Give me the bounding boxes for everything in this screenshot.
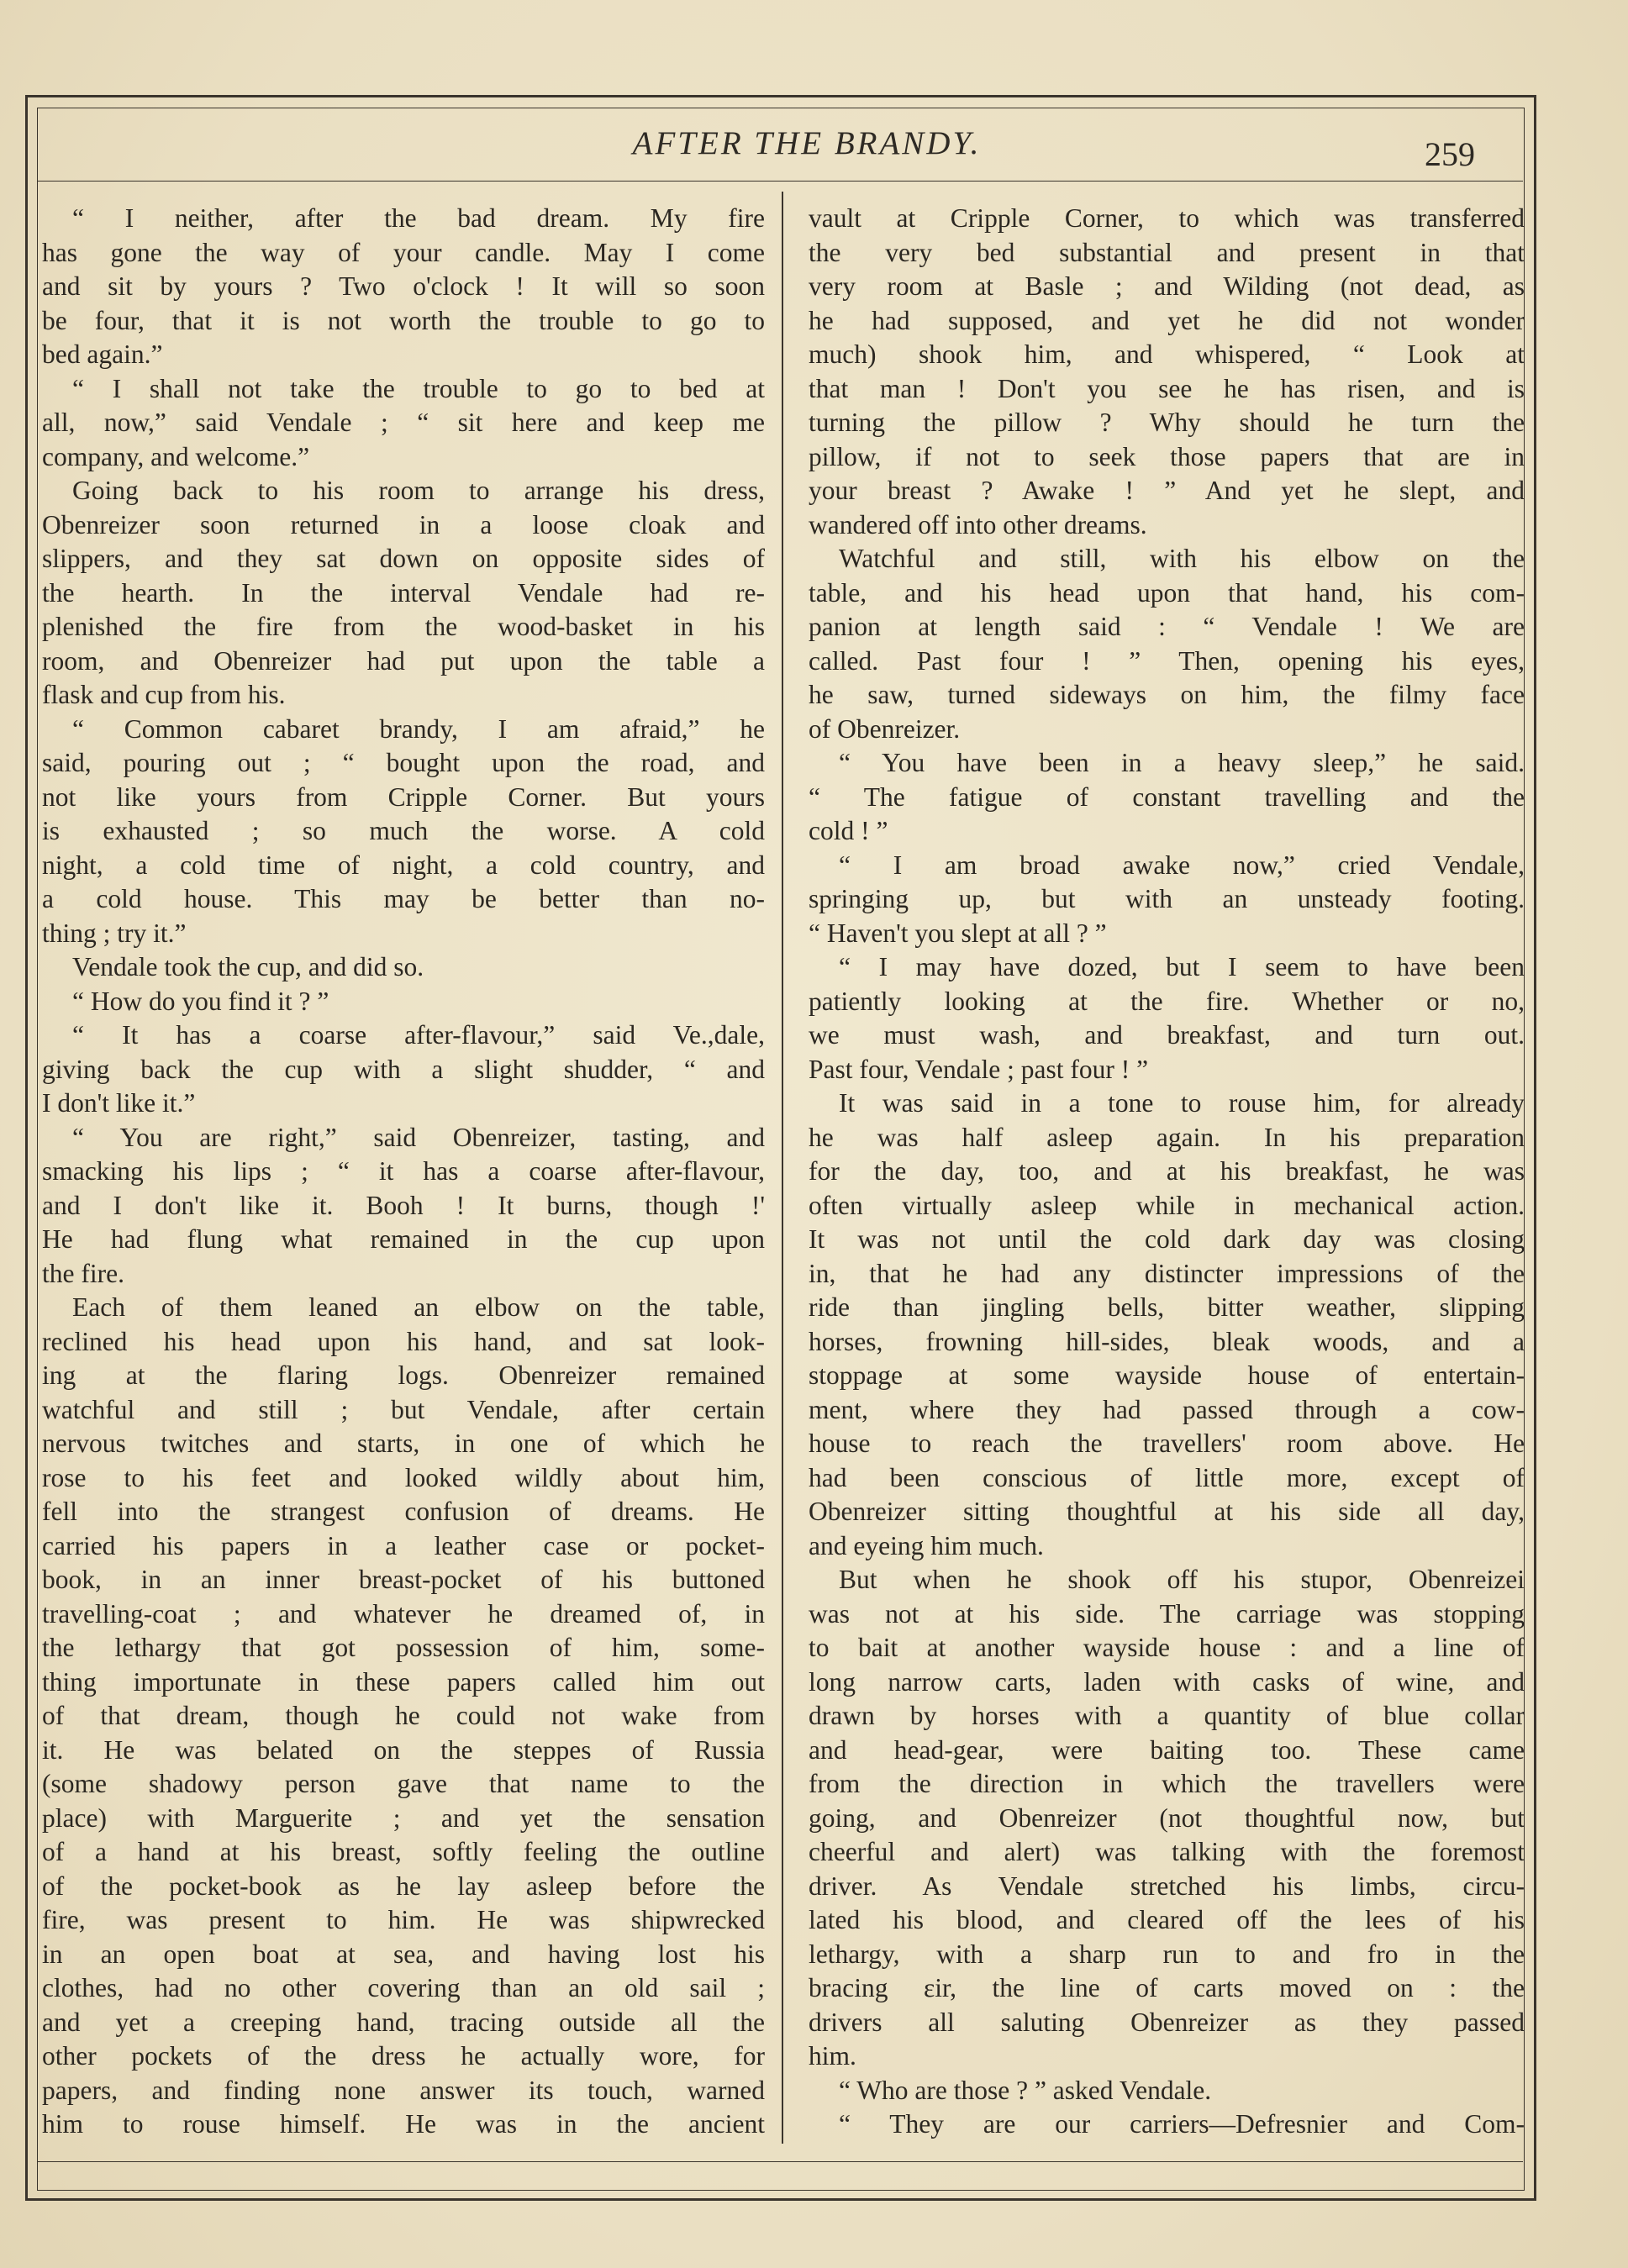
text-line: fell into the strangest confusion of dreams. He <box>42 1497 765 1526</box>
text-line: and sit by yours ? Two o'clock ! It will so soon <box>42 271 765 301</box>
text-line: patiently looking at the fire. Whether or no, <box>809 986 1525 1016</box>
text-line: Going back to his room to arrange his dress, <box>72 476 765 505</box>
text-line: that man ! Don't you see he has risen, and is <box>809 373 1525 403</box>
text-line: slippers, and they sat down on opposite sides of <box>42 544 765 573</box>
text-line: rose to his feet and looked wildly about him, <box>42 1462 765 1492</box>
text-line: for the day, too, and at his breakfast, he was <box>809 1156 1525 1186</box>
text-line: fire, was present to him. He was shipwrecked <box>42 1905 765 1934</box>
text-line: It was not until the cold dark day was closing <box>809 1224 1525 1254</box>
text-line: “ Common cabaret brandy, I am afraid,” he <box>72 713 765 744</box>
text-line: papers, and finding none answer its touch, warned <box>42 2075 765 2105</box>
text-line: “ You are right,” said Obenreizer, tasting, and <box>72 1122 765 1152</box>
text-line: “ It has a coarse after-flavour,” said Ve.,dale, <box>72 1020 765 1050</box>
header-rule <box>37 181 1523 182</box>
text-line: be four, that it is not worth the trouble to go to <box>42 305 765 335</box>
text-line: ment, where they had passed through a cow- <box>809 1394 1525 1424</box>
text-line: lethargy, with a sharp run to and fro in the <box>809 1939 1525 1969</box>
running-head: AFTER THE BRANDY. <box>632 125 982 161</box>
text-line: nervous twitches and starts, in one of which he <box>42 1429 765 1458</box>
text-line: flask and cup from his. <box>42 680 286 709</box>
text-line: panion at length said : “ Vendale ! We are <box>809 612 1525 641</box>
text-line: place) with Marguerite ; and yet the sensation <box>42 1802 765 1833</box>
text-line: ing at the flaring logs. Obenreizer remained <box>42 1360 765 1390</box>
text-line: company, and welcome.” <box>42 441 310 471</box>
text-line: giving back the cup with a slight shudder, “ and <box>42 1054 765 1084</box>
text-line: him to rouse himself. He was in the ancient <box>42 2109 765 2139</box>
text-line: the lethargy that got possession of him, some- <box>42 1633 765 1662</box>
text-line: driver. As Vendale stretched his limbs, circu- <box>809 1871 1525 1901</box>
text-line: the fire. <box>42 1258 124 1288</box>
text-line: all, now,” said Vendale ; “ sit here and keep me <box>42 408 765 437</box>
text-line: He had flung what remained in the cup upon <box>42 1224 765 1254</box>
text-line: house to reach the travellers' room above. He <box>809 1429 1525 1458</box>
text-line: horses, frowning hill-sides, bleak woods, and a <box>809 1326 1525 1356</box>
text-line: “ I may have dozed, but I seem to have been <box>839 952 1525 981</box>
text-line: springing up, but with an unsteady footing. <box>809 884 1525 913</box>
text-line: I don't like it.” <box>42 1088 196 1118</box>
text-line: reclined his head upon his hand, and sat look- <box>42 1326 765 1356</box>
text-line: But when he shook off his stupor, Obenreizei <box>839 1565 1525 1594</box>
text-line: bed again.” <box>42 339 163 369</box>
text-line: in, that he had any distincter impressions of the <box>809 1258 1525 1288</box>
text-line: cheerful and alert) was talking with the foremost <box>809 1837 1525 1866</box>
page-number: 259 <box>1425 135 1475 173</box>
text-line: it. He was belated on the steppes of Russia <box>42 1734 765 1765</box>
text-line: Vendale took the cup, and did so. <box>72 952 424 981</box>
text-line: and eyeing him much. <box>809 1530 1044 1560</box>
text-line: table, and his head upon that hand, his com- <box>809 577 1525 608</box>
text-line: he was half asleep again. In his preparation <box>809 1122 1525 1152</box>
text-line: the very bed substantial and present in that <box>809 237 1525 267</box>
text-line: “ How do you find it ? ” <box>72 986 329 1016</box>
text-line: “ Haven't you slept at all ? ” <box>809 918 1107 948</box>
footer-rule <box>37 2161 1523 2162</box>
text-line: not like yours from Cripple Corner. But yours <box>42 781 765 812</box>
text-line: of the pocket-book as he lay asleep before the <box>42 1871 765 1901</box>
text-line: and head-gear, were baiting too. These came <box>809 1734 1525 1765</box>
text-line: he had supposed, and yet he did not wonder <box>809 305 1525 335</box>
text-line: from the direction in which the travellers were <box>809 1769 1525 1798</box>
text-line: and I don't like it. Booh ! It burns, though !' <box>42 1190 765 1220</box>
text-line: often virtually asleep while in mechanical action. <box>809 1190 1525 1220</box>
text-line: of that dream, though he could not wake from <box>42 1701 765 1730</box>
text-line: smacking his lips ; “ it has a coarse after-flavour, <box>42 1156 765 1186</box>
text-line: called. Past four ! ” Then, opening his eyes, <box>809 645 1525 676</box>
text-line: “ I neither, after the bad dream. My fire <box>72 203 765 233</box>
text-line: a cold house. This may be better than no- <box>42 884 765 913</box>
text-line: said, pouring out ; “ bought upon the road, and <box>42 748 765 777</box>
text-line: It was said in a tone to rouse him, for already <box>839 1088 1525 1118</box>
text-line: “ The fatigue of constant travelling and the <box>809 781 1525 812</box>
text-line: we must wash, and breakfast, and turn out. <box>809 1020 1525 1050</box>
text-line: Obenreizer sitting thoughtful at his side all day, <box>809 1497 1525 1526</box>
text-line: wandered off into other dreams. <box>809 509 1147 539</box>
right-column <box>809 202 1525 2142</box>
text-line: much) shook him, and whispered, “ Look at <box>809 339 1525 369</box>
text-line: cold ! ” <box>809 816 888 845</box>
text-line: travelling-coat ; and whatever he dreamed of, in <box>42 1598 765 1629</box>
text-line: in an open boat at sea, and having lost his <box>42 1939 765 1969</box>
text-line: “ They are our carriers—Defresnier and Com- <box>839 2109 1525 2139</box>
text-line: plenished the fire from the wood-basket in his <box>42 612 765 641</box>
text-line: “ Who are those ? ” asked Vendale. <box>839 2075 1212 2105</box>
text-line: ride than jingling bells, bitter weather, slipping <box>809 1292 1525 1322</box>
text-line: turning the pillow ? Why should he turn the <box>809 408 1525 437</box>
text-line: of a hand at his breast, softly feeling the outline <box>42 1837 765 1866</box>
text-line: of Obenreizer. <box>809 713 961 744</box>
text-line: very room at Basle ; and Wilding (not dead, as <box>809 271 1525 301</box>
text-line: and yet a creeping hand, tracing outside all the <box>42 2007 765 2037</box>
text-line: lated his blood, and cleared off the lees of his <box>809 1905 1525 1934</box>
text-line: thing ; try it.” <box>42 918 187 948</box>
text-line: was not at his side. The carriage was stopping <box>809 1598 1525 1629</box>
text-line: pillow, if not to seek those papers that are in <box>809 441 1525 471</box>
text-line: carried his papers in a leather case or pocket- <box>42 1530 765 1560</box>
left-column <box>42 202 765 2142</box>
text-line: Each of them leaned an elbow on the table, <box>72 1292 765 1322</box>
text-line: vault at Cripple Corner, to which was transferred <box>809 203 1525 233</box>
text-line: Obenreizer soon returned in a loose cloak and <box>42 509 765 539</box>
text-line: Past four, Vendale ; past four ! ” <box>809 1054 1149 1084</box>
text-line: “ You have been in a heavy sleep,” he said. <box>839 748 1525 777</box>
column-divider <box>782 192 783 2144</box>
text-line: long narrow carts, laden with casks of wine, and <box>809 1666 1525 1697</box>
text-line: going, and Obenreizer (not thoughtful now, but <box>809 1802 1525 1833</box>
text-line: had been conscious of little more, except of <box>809 1462 1525 1492</box>
text-line: book, in an inner breast-pocket of his buttoned <box>42 1565 765 1594</box>
text-line: “ I am broad awake now,” cried Vendale, <box>839 850 1525 880</box>
text-line: the hearth. In the interval Vendale had re- <box>42 577 765 608</box>
text-line: stoppage at some wayside house of entertain- <box>809 1360 1525 1390</box>
text-line: thing importunate in these papers called him out <box>42 1666 765 1697</box>
text-line: drivers all saluting Obenreizer as they passed <box>809 2007 1525 2037</box>
text-line: room, and Obenreizer had put upon the table a <box>42 645 765 676</box>
text-line: Watchful and still, with his elbow on the <box>839 544 1525 573</box>
text-line: bracing εir, the line of carts moved on : the <box>809 1973 1525 2002</box>
text-line: drawn by horses with a quantity of blue collar <box>809 1701 1525 1730</box>
text-line: clothes, had no other covering than an old sail ; <box>42 1973 765 2002</box>
text-line: to bait at another wayside house : and a line of <box>809 1633 1525 1662</box>
text-line: is exhausted ; so much the worse. A cold <box>42 816 765 845</box>
text-line: “ I shall not take the trouble to go to bed at <box>72 373 765 403</box>
text-line: him. <box>809 2041 856 2071</box>
text-line: has gone the way of your candle. May I come <box>42 237 765 267</box>
text-line: he saw, turned sideways on him, the filmy face <box>809 680 1525 709</box>
text-line: watchful and still ; but Vendale, after certain <box>42 1394 765 1424</box>
text-line: other pockets of the dress he actually wore, for <box>42 2041 765 2071</box>
text-line: (some shadowy person gave that name to the <box>42 1769 765 1798</box>
text-line: night, a cold time of night, a cold country, and <box>42 850 765 880</box>
text-line: your breast ? Awake ! ” And yet he slept, and <box>809 476 1525 505</box>
